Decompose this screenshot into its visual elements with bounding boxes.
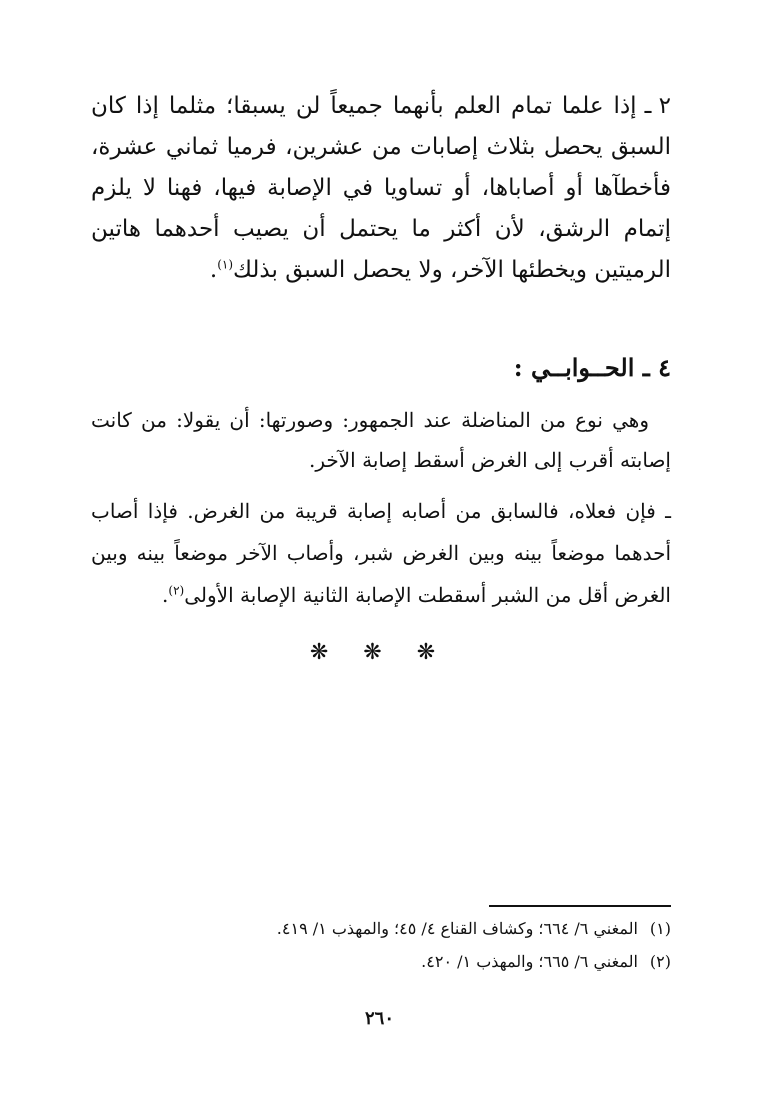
footnote-number: (١) <box>649 919 671 938</box>
footnote-2 <box>91 945 671 978</box>
footnote-divider <box>489 905 671 907</box>
example-text: ـ فإن فعلاه، فالسابق من أصابه إصابة قريبة من الغرض. فإذا أصاب أحدهما موضعاً بينه وبين الغرض شبر، وأصاب الآخر موضعاً بينه وبين الغرض أقل من الشبر أسقطت الإصابة الثانية الإصابة الأولى <box>91 499 671 607</box>
footnote-number: (٢) <box>649 952 671 971</box>
hawabi-text: وهي نوع من المناضلة عند الجمهور: وصورتها: أن يقولا: من كانت إصابته أقرب إلى الغرض أسقط إصابة الآخر. <box>91 408 671 472</box>
item-number: ٢ ـ <box>644 93 671 119</box>
page-number: ٢٦٠ <box>364 1008 394 1029</box>
item-2-end: . <box>209 257 218 283</box>
example-end: . <box>162 583 169 607</box>
footnotes <box>91 912 671 978</box>
footnote-text: المغني ٦/ ٦٦٤؛ وكشاف القناع ٤/ ٤٥؛ والمهذب ١/ ٤١٩. <box>276 919 638 938</box>
footnote-ref-1[interactable]: (١) <box>217 257 234 272</box>
paragraph-example <box>91 490 671 616</box>
paragraph-hawabi-definition <box>91 400 671 480</box>
section-heading-hawabi: ٤ ـ الحــوابــي : <box>513 353 671 382</box>
footnote-ref-2[interactable]: (٢) <box>168 583 185 598</box>
footnote-1 <box>91 912 671 945</box>
paragraph-item-2 <box>91 86 671 291</box>
section-separator-stars: ❋ ❋ ❋ <box>309 640 450 665</box>
footnote-text: المغني ٦/ ٦٦٥؛ والمهذب ١/ ٤٢٠. <box>421 952 638 971</box>
item-2-text: إذا علما تمام العلم بأنهما جميعاً لن يسبقا؛ مثلما إذا كان السبق يحصل بثلاث إصابات من عشرين، فرميا ثماني عشرة، فأخطآها أو أصاباها، أو تساويا في الإصابة فيها، فهنا لا يلزم إتمام الرشق، لأن أكثر ما يحتمل أن يصيب أحدهما هاتين الرميتين ويخطئها الآخر، ولا يحصل السبق بذلك <box>91 93 671 283</box>
